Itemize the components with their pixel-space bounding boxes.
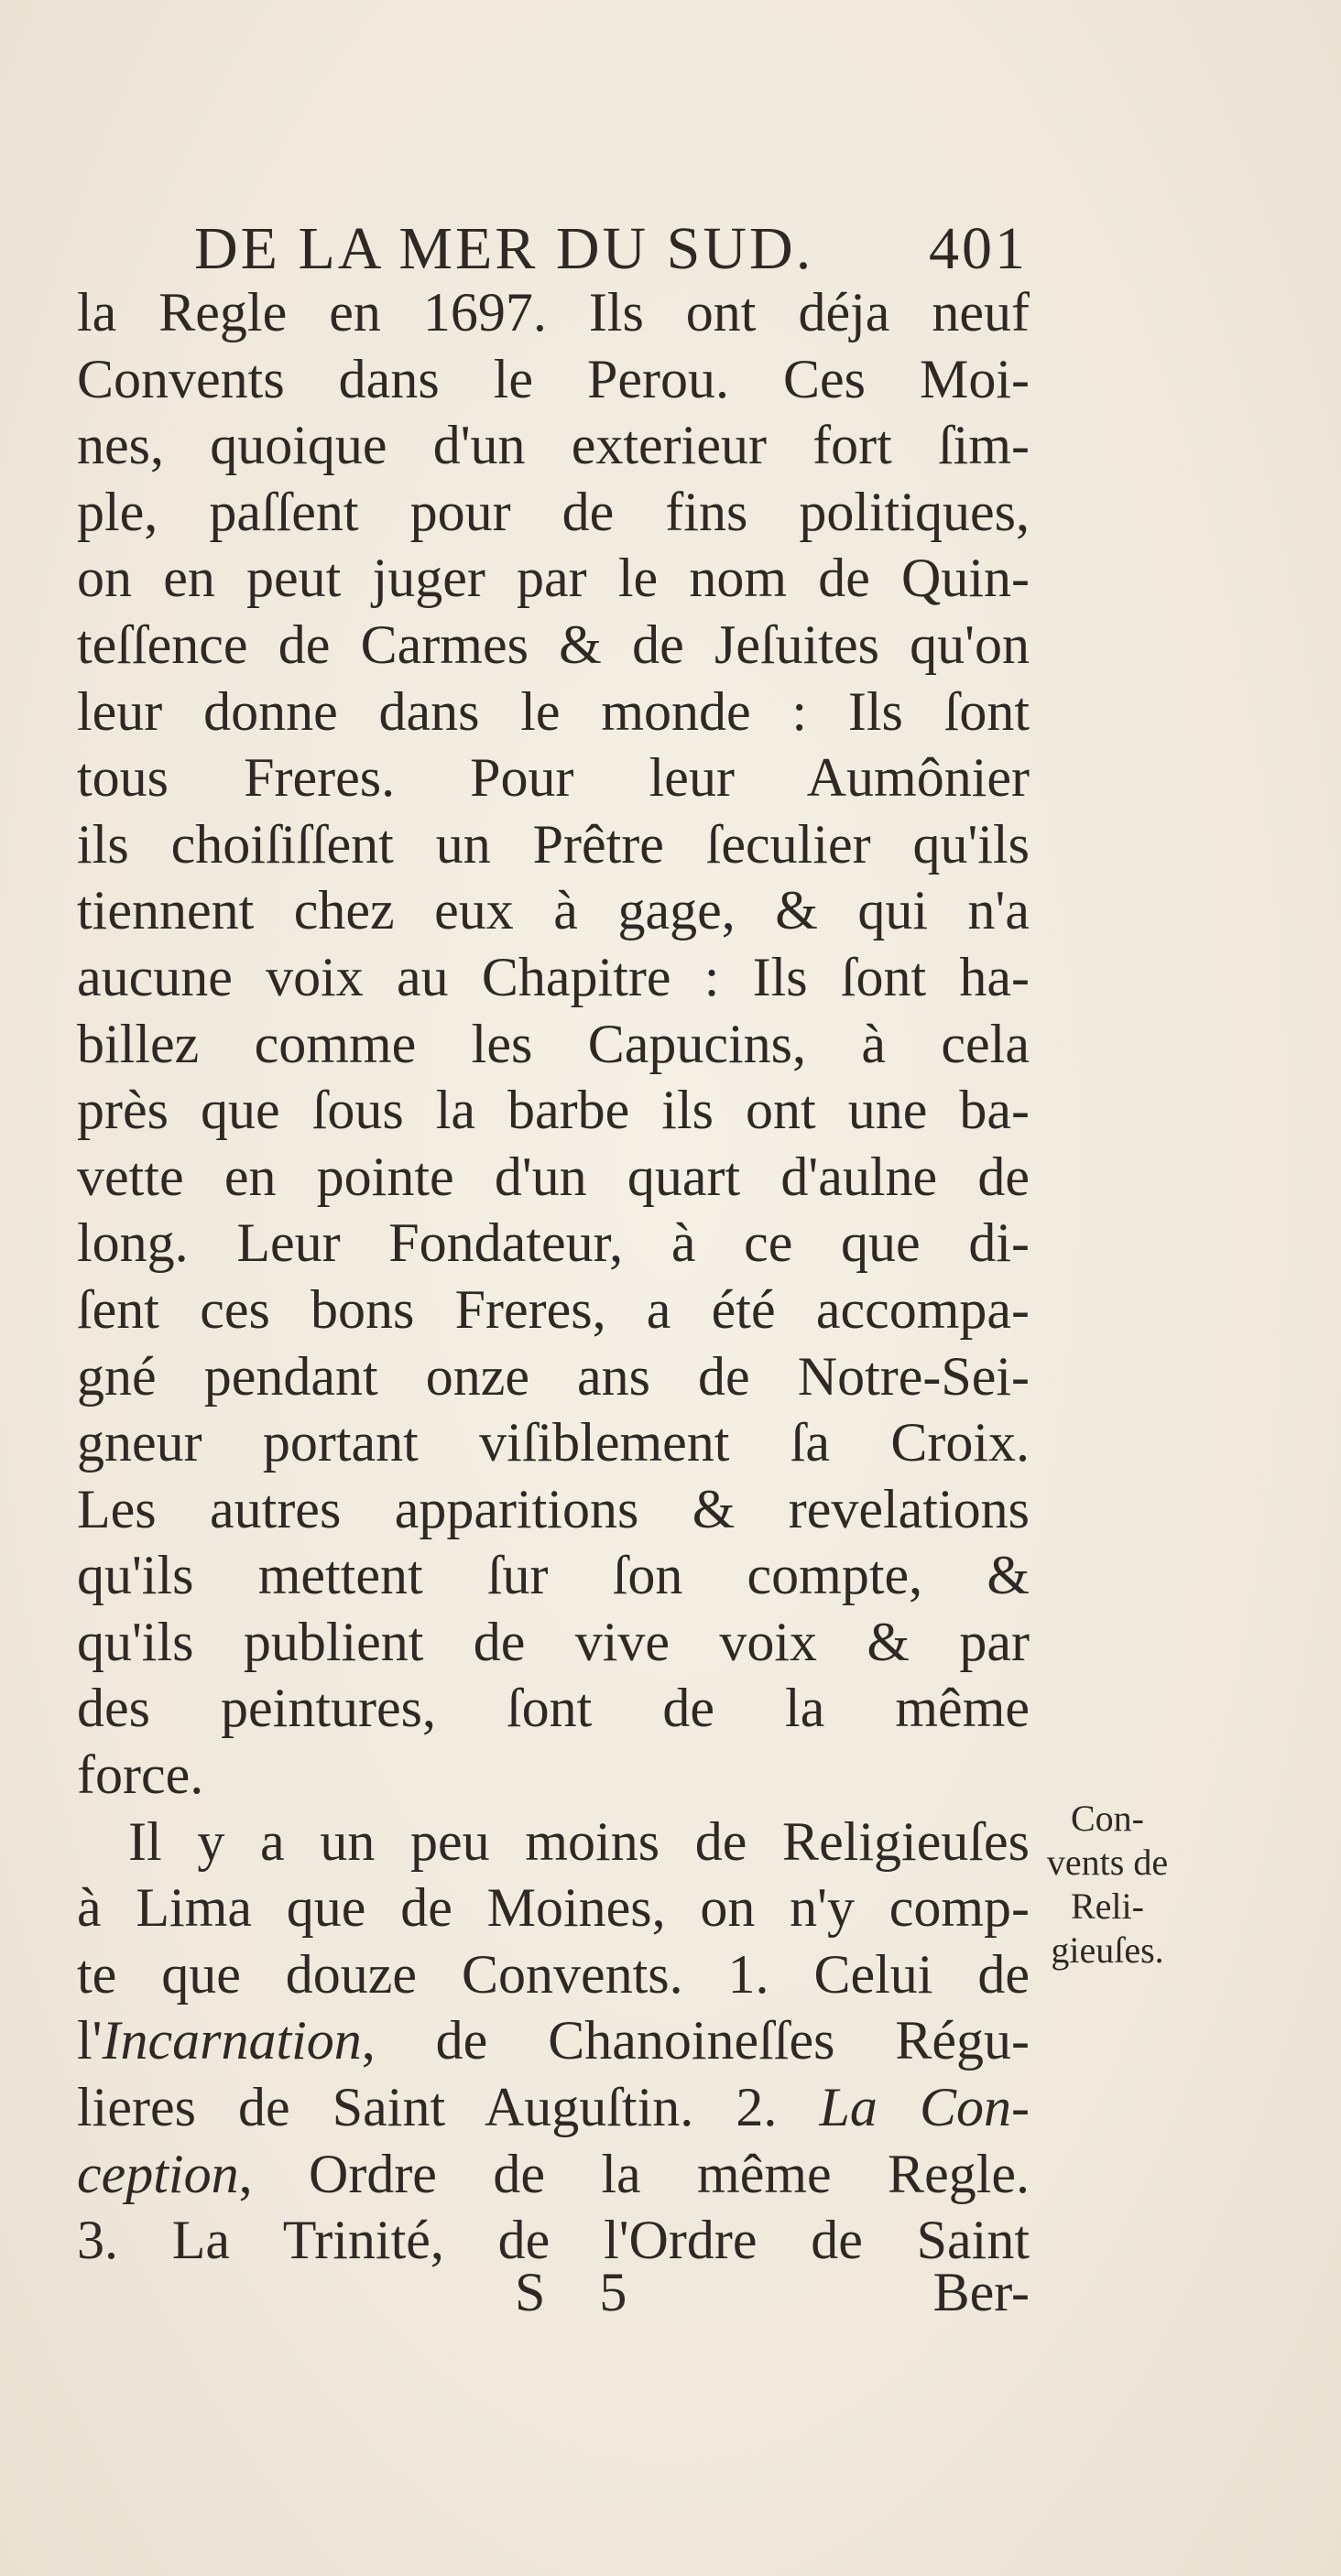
text-line: la Regle en 1697. Ils ont déja neuf xyxy=(77,282,1030,342)
text-line: tous Freres. Pour leur Aumônier xyxy=(77,747,1030,809)
text-line: teſſence de Carmes & de Jeſuites qu'on xyxy=(77,614,1030,675)
text-line: gneur portant viſiblement ſa Croix. xyxy=(77,1412,1030,1473)
text-line: ple, paſſent pour de fins politiques, xyxy=(77,481,1030,542)
text-line: tiennent chez eux à gage, & qui n'a xyxy=(77,880,1030,941)
catchword: Ber- xyxy=(932,2262,1030,2322)
italic-fragment: ception xyxy=(77,2143,239,2204)
text-line: long. Leur Fondateur, à ce que di- xyxy=(77,1212,1030,1274)
text-line: à Lima que de Moines, on n'y comp- xyxy=(77,1877,1030,1939)
margin-note-line: Reli- xyxy=(1071,1886,1144,1927)
text-line xyxy=(77,2007,1030,2074)
main-text xyxy=(77,279,1030,2274)
text-line: leur donne dans le monde : Ils ſont xyxy=(77,680,1030,742)
text-line: Les autres apparitions & revelations xyxy=(77,1478,1030,1539)
text-fragment: , de Chanoineſſes Régu- xyxy=(361,2010,1030,2071)
text-line xyxy=(77,2141,1030,2208)
margin-note-line: vents de xyxy=(1046,1842,1169,1883)
text-line: Il y a un peu moins de Religieuſes xyxy=(128,1810,1030,1872)
page-footer xyxy=(77,2259,1030,2325)
signature-mark: S 5 xyxy=(515,2262,648,2322)
text-line: ſent ces bons Freres, a été accompa- xyxy=(77,1278,1030,1340)
text-line: gné pendant onze ans de Notre-Sei- xyxy=(77,1345,1030,1407)
running-header xyxy=(194,212,1028,286)
running-title: DE LA MER DU SUD. xyxy=(194,215,814,282)
text-line: on en peut juger par le nom de Quin- xyxy=(77,548,1030,609)
text-line: ils choiſiſſent un Prêtre ſeculier qu'ils xyxy=(77,813,1030,875)
margin-note-line: Con- xyxy=(1071,1798,1144,1839)
page-number: 401 xyxy=(929,215,1028,282)
margin-note-line: gieuſes. xyxy=(1051,1929,1164,1971)
text-fragment: l' xyxy=(77,2010,103,2071)
text-line: Convents dans le Perou. Ces Moi- xyxy=(77,348,1030,409)
text-line: nes, quoique d'un exterieur fort ſim- xyxy=(77,415,1030,476)
text-line: aucune voix au Chapitre : Ils ſont ha- xyxy=(77,946,1030,1007)
text-line: qu'ils mettent ſur ſon compte, & xyxy=(77,1545,1030,1606)
text-fragment: , Ordre de la même Regle. xyxy=(238,2143,1030,2204)
text-line: qu'ils publient de vive voix & par xyxy=(77,1611,1030,1672)
margin-note xyxy=(1020,1797,1194,1973)
italic-fragment: La Con- xyxy=(819,2077,1030,2138)
text-line: 3. La Trinité, de l'Ordre de Saint xyxy=(77,2210,1030,2271)
text-line: des peintures, ſont de la même xyxy=(77,1678,1030,1739)
text-line: vette en pointe d'un quart d'aulne de xyxy=(77,1146,1030,1207)
text-line: te que douze Convents. 1. Celui de xyxy=(77,1943,1030,2005)
text-line: force. xyxy=(77,1745,204,1806)
italic-fragment: Incarnation xyxy=(102,2010,362,2071)
text-fragment: lieres de Saint Auguſtin. 2. xyxy=(77,2077,820,2138)
text-line xyxy=(77,2074,1030,2141)
text-line: billez comme les Capucins, à cela xyxy=(77,1013,1030,1074)
text-line: près que ſous la barbe ils ont une ba- xyxy=(77,1080,1030,1141)
